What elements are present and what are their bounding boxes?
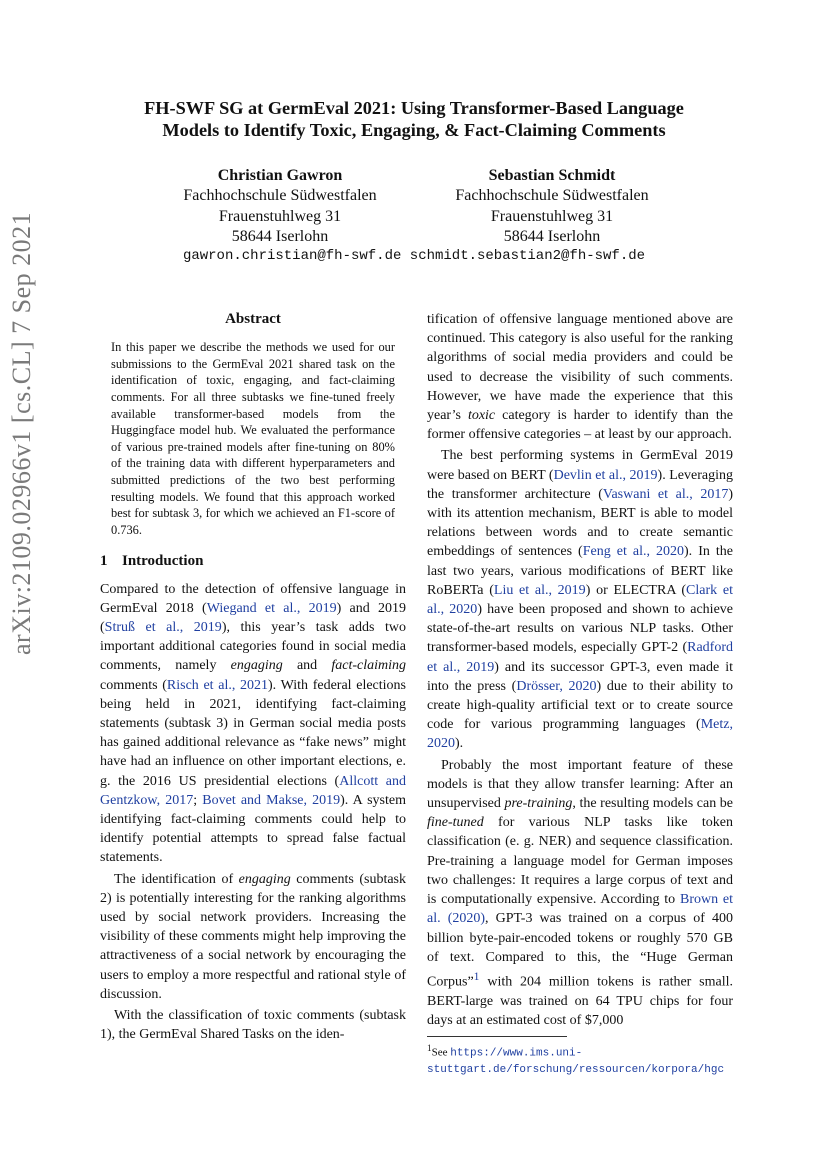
title-line-1: FH-SWF SG at GermEval 2021: Using Transformer-Based Language [144, 98, 684, 118]
arxiv-identifier-stamp: arXiv:2109.02966v1 [cs.CL] 7 Sep 2021 [7, 211, 36, 655]
author-name: Christian Gawron [217, 167, 343, 184]
citation-link[interactable]: Allcott and Gentzkow, 2017 [100, 773, 406, 808]
footnote-number: 1 [427, 1043, 432, 1054]
citation-link[interactable]: Feng et al., 2020 [582, 544, 684, 560]
footnote-marker[interactable]: 1 [473, 969, 480, 983]
citation-link[interactable]: Metz, 2020 [427, 717, 733, 752]
citation-link[interactable]: Clark et al., 2020 [427, 582, 733, 618]
citation-link[interactable]: Wiegand et al., 2019 [206, 600, 337, 616]
abstract-body: In this paper we describe the methods we used for our submissions to the GermEval 2021 shared task on the identification of toxic, engaging, and fact-claiming comments. For all three subtasks we fine-tuned freely available transformer-based models from the Huggingface model hub. We evaluated the performance of various pre-trained models after fine-tuning on 80% of the training data with different hyperparameters and submitted predictions of the two best performing resulting models. We found that this approach worked best for subtask 3, for which we achieved an F1-score of 0.736. [111, 340, 395, 537]
intro-paragraph-3-start: With the classification of toxic comments (subtask 1), the GermEval Shared Tasks on the iden- [100, 1008, 406, 1043]
author-block-2 [432, 166, 672, 248]
intro-paragraph-1: Compared to the detection of offensive language in GermEval 2018 (Wiegand et al., 2019) and 2019 (Struß et al., 2019), this year’s task adds two important additional categories found in social media comments, namely engaging and fact-claiming comments (Risch et al., 2021). With federal elections being held in 2021, identifying fact-claiming statements (subtask 3) in German social media posts has gained additional relevance as “fake news” might have had an influence on other important elections, e. g. the 2016 US presidential elections (Allcott and Gentzkow, 2017; Bovet and Makse, 2019). A system identifying fact-claiming comments could help to identify potential attempts to spread false factual statements. [100, 581, 407, 866]
author-city: 58644 Iserlohn [503, 228, 601, 246]
intro-paragraph-5: Probably the most important feature of these models is that they allow transfer learning: After an unsupervised pre-training, the resulting models can be fine-tuned for various NLP tasks like token classification (e. g. NER) and sequence classification. Pre-training a language model for German imposes two challenges: It requires a large corpus of text and is computationally expensive. According to Brown et al. (2020), GPT-3 was trained on a corpus of 400 billion byte-pair-encoded tokens or roughly 570 GB of text. Compared to this, the “Huge German Corpus”$^1$ with 204 million tokens is rather small. BERT-large was trained on 64 TPU chips for four days at an estimated cost of $7,000 [427, 757, 733, 1028]
citation-link[interactable]: Bovet and Makse, 2019 [202, 792, 341, 808]
footnote-url-link[interactable]: https://www.ims.uni-stuttgart.de/forschung/ressourcen/korpora/hgc [427, 1047, 725, 1076]
citation-link[interactable]: Brown et al. (2020) [427, 892, 733, 927]
author-block-1 [160, 166, 400, 248]
title-line-2: Models to Identify Toxic, Engaging, & Fact-Claiming Comments [162, 120, 666, 140]
author-street: Frauenstuhlweg 31 [218, 207, 342, 225]
footnote-divider [427, 1036, 567, 1037]
section-title: Introduction [122, 553, 204, 570]
author-affiliation: Fachhochschule Südwestfalen [455, 187, 649, 205]
citation-link[interactable]: Drösser, 2020 [516, 678, 597, 694]
author-street: Frauenstuhlweg 31 [490, 207, 614, 225]
author-emails[interactable]: gawron.christian@fh-swf.de schmidt.sebastian2@fh-swf.de [182, 248, 646, 264]
citation-link[interactable]: Devlin et al., 2019 [553, 467, 658, 483]
section-number: 1 [100, 553, 108, 570]
intro-paragraph-4: The best performing systems in GermEval 2019 were based on BERT (Devlin et al., 2019). Leveraging the transformer architecture (Vaswani et al., 2017) with its attention mechanism, BERT is able to model relations between words and to create semantic embeddings of sentences (Feng et al., 2020). In the last two years, various modifications of BERT like RoBERTa (Liu et al., 2019) or ELECTRA (Clark et al., 2020) have been proposed and shown to achieve state-of-the-art results on various NLP tasks. Other transformer-based models, especially GPT-2 (Radford et al., 2019) and its successor GPT-3, even made it into the press (Drösser, 2020) due to their ability to create high-quality artificial text or to create source code for various programming languages (Metz, 2020). [427, 448, 733, 752]
intro-paragraph-3-continued: tification of offensive language mentioned above are continued. This category is also useful for the ranking algorithms of social media providers and could be used to decrease the visibility of such comments. However, we have made the experience that this year’s toxic category is harder to identify than the former offensive categories – at least by our approach. [427, 312, 733, 443]
author-name: Sebastian Schmidt [488, 167, 616, 184]
abstract-heading: Abstract [225, 311, 281, 327]
intro-paragraph-2: The identification of engaging comments (subtask 2) is potentially interesting for the ranking algorithms used by social network providers. Increasing the visibility of these comments might help improving the attractiveness of a social network by encouraging the users to employ a more respectful and rational style of discussion. [100, 871, 406, 1002]
right-column [427, 310, 733, 1078]
citation-link[interactable]: Liu et al., 2019 [493, 582, 586, 598]
footnote-prefix: See [431, 1046, 451, 1059]
author-affiliation: Fachhochschule Südwestfalen [183, 187, 377, 205]
section-heading-introduction [100, 552, 406, 571]
citation-link[interactable]: Radford et al., 2019 [427, 640, 733, 675]
paper-title [80, 97, 748, 141]
footnote [427, 1041, 733, 1078]
citation-link[interactable]: Struß et al., 2019 [104, 619, 222, 635]
left-column [100, 310, 406, 1044]
citation-link[interactable]: Vaswani et al., 2017 [602, 486, 729, 502]
author-city: 58644 Iserlohn [231, 228, 329, 246]
citation-link[interactable]: Risch et al., 2021 [166, 677, 269, 693]
